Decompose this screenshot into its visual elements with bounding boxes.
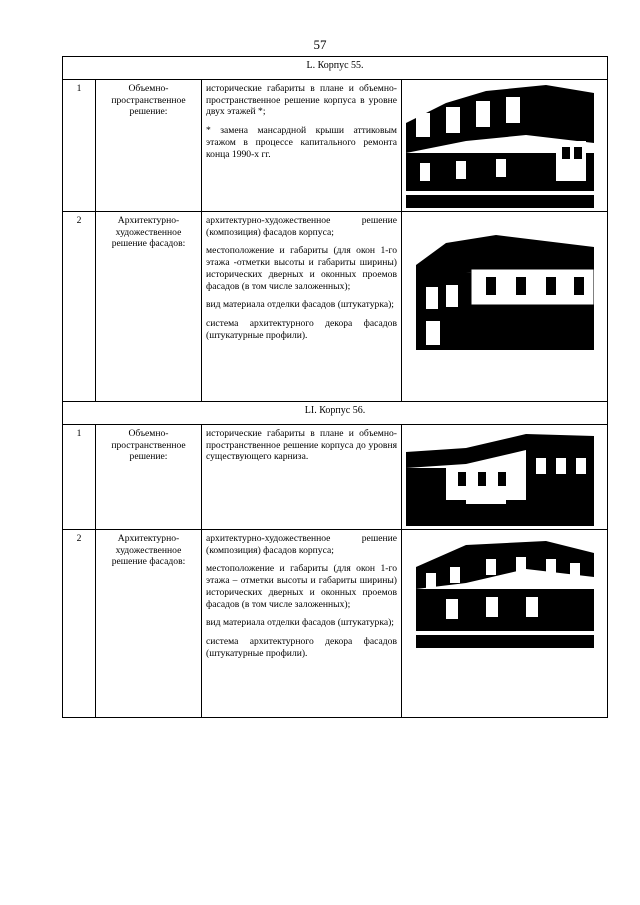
parameter-name: Объемно-пространственное решение: [96,80,202,212]
parameter-name: Объемно-пространственное решение: [96,425,202,530]
parameter-description [202,530,402,718]
description-paragraph: исторические габариты в плане и объемно-пространственное решение корпуса в уровне двух этажей *; [206,83,397,118]
parameter-description [202,80,402,212]
table-row [63,80,608,212]
table-row [63,425,608,530]
description-paragraph: вид материала отделки фасадов (штукатурка); [206,617,394,629]
description-paragraph: исторические габариты в плане и объемно-пространственное решение корпуса до уровня существующего карниза. [206,428,397,463]
description-paragraph: вид материала отделки фасадов (штукатурка); [206,299,394,311]
building-photo-icon [406,533,594,648]
building-photo-icon [406,83,594,208]
page-number: 57 [313,37,327,52]
photo-cell [402,212,608,402]
building-photo-icon [406,428,594,526]
building-photo-icon [406,225,594,350]
row-number: 2 [63,212,96,402]
section-title: L. Корпус 55. [63,57,608,80]
description-paragraph: архитектурно-художественное решение (композиция) фасадов корпуса; [206,533,397,556]
row-number: 1 [63,80,96,212]
description-paragraph: местоположение и габариты (для окон 1-го этажа – отметки высоты и габариты ширины) исторических дверных и оконных проемов фасадов (в том числе заложенных); [206,563,397,610]
description-paragraph: * замена мансардной крыши аттиковым этажом в процессе капитального ремонта конца 1990-х гг. [206,125,397,160]
table-row [63,530,608,718]
photo-cell [402,425,608,530]
photo-cell [402,80,608,212]
section-header-row [63,57,608,80]
parameter-description [202,425,402,530]
parameter-name: Архитектурно-художественное решение фасадов: [96,530,202,718]
description-paragraph: местоположение и габариты (для окон 1-го этажа -отметки высоты и габариты ширины) исторических дверных и оконных проемов фасадов (в том числе заложенных); [206,245,397,292]
photo-cell [402,530,608,718]
section-header-row [63,402,608,425]
description-paragraph: система архитектурного декора фасадов (штукатурные профили). [206,317,397,341]
parameter-name: Архитектурно-художественное решение фасадов: [96,212,202,402]
description-paragraph: архитектурно-художественное решение (композиция) фасадов корпуса; [206,215,397,238]
row-number: 2 [63,530,96,718]
section-title: LI. Корпус 56. [63,402,608,425]
parameter-description [202,212,402,402]
row-number: 1 [63,425,96,530]
description-paragraph: система архитектурного декора фасадов (штукатурные профили). [206,635,397,659]
table-row [63,212,608,402]
protected-elements-table [62,56,608,718]
